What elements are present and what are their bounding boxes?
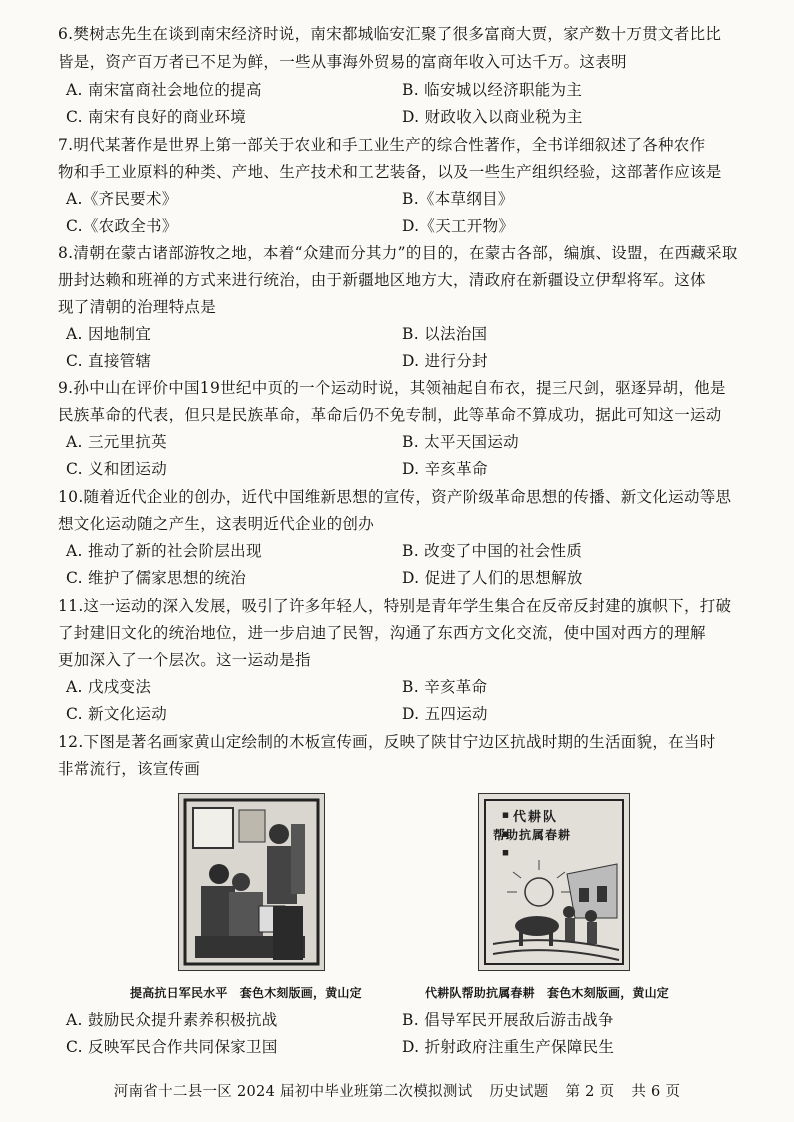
question-10-line-1: 10.随着近代企业的创办，近代中国维新思想的宣传，资产阶级革命思想的传播、新文化运动等思 [58,488,732,506]
woodcut-right-title-1: 代耕队 [513,810,559,825]
question-8-option-c: C. 直接管辖 [66,352,152,370]
question-9-line-1: 9.孙中山在评价中国19世纪中页的一个运动时说，其领袖起自布衣，提三尺剑，驱逐异胡，他是 [58,379,726,397]
question-12-option-d: D. 折射政府注重生产保障民生 [402,1038,615,1056]
question-6-option-c: C. 南宋有良好的商业环境 [66,108,247,126]
question-9-option-a: A. 三元里抗英 [66,433,167,451]
question-7-option-c: C.《农政全书》 [66,217,178,235]
woodcut-left-image [178,793,325,971]
question-11-option-c: C. 新文化运动 [66,705,168,723]
question-11-line-3: 更加深入了一个层次。这一运动是指 [58,651,311,669]
question-12-option-a: A. 鼓励民众提升素养积极抗战 [66,1011,278,1029]
question-8-option-b: B. 以法治国 [402,325,488,343]
question-7-option-b: B.《本草纲目》 [402,190,514,208]
question-9-line-2: 民族革命的代表，但只是民族革命，革命后仍不免专制，此等革命不算成功，据此可知这一运动 [58,406,722,424]
question-10-option-b: B. 改变了中国的社会性质 [402,542,583,560]
question-8-option-d: D. 进行分封 [402,352,488,370]
woodcut-right-small-text: ▪ ▪ ▪ [499,808,512,860]
question-7-option-a: A.《齐民要术》 [66,190,178,208]
woodcut-right-title-2: 帮助抗属春耕 [493,828,572,842]
question-8-line-1: 8.清朝在蒙古诸部游牧之地，本着“众建而分其力”的目的，在蒙古各部，编旗、设盟，在西藏采取 [58,244,738,262]
question-8-option-a: A. 因地制宜 [66,325,152,343]
question-12-line-2: 非常流行，该宣传画 [58,760,201,778]
footer-subject: 历史试题 [489,1084,549,1100]
page-footer [0,1080,794,1101]
question-12-option-c: C. 反映军民合作共同保家卫国 [66,1038,278,1056]
question-7-line-1: 7.明代某著作是世界上第一部关于农业和手工业生产的综合性著作，全书详细叙述了各种农作 [58,136,706,154]
question-11-option-b: B. 辛亥革命 [402,678,488,696]
question-6-line-2: 皆是，资产百万者已不足为鲜，一些从事海外贸易的富商年收入可达千万。这表明 [58,53,627,71]
question-6-option-d: D. 财政收入以商业税为主 [402,108,583,126]
woodcut-left-caption: 提高抗日军民水平 套色木刻版画，黄山定 [130,986,362,1000]
question-12-line-1: 12.下图是著名画家黄山定绘制的木板宣传画，反映了陕甘宁边区抗战时期的生活面貌，在当时 [58,733,716,751]
question-8-line-2: 册封达赖和班禅的方式来进行统治，由于新疆地区地方大，清政府在新疆设立伊犁将军。这体 [58,271,706,289]
footer-exam-title: 河南省十二县一区 2024 届初中毕业班第二次模拟测试 [113,1084,473,1100]
question-8-line-3: 现了清朝的治理特点是 [58,298,217,316]
question-6-option-b: B. 临安城以经济职能为主 [402,81,583,99]
question-10-option-d: D. 促进了人们的思想解放 [402,569,583,587]
question-11-option-a: A. 戊戌变法 [66,678,152,696]
question-6-line-1: 6.樊树志先生在谈到南宋经济时说，南宋都城临安汇聚了很多富商大贾，家产数十万贯文者比比 [58,25,722,43]
woodcut-left-illustration [179,794,324,970]
question-6-option-a: A. 南宋富商社会地位的提高 [66,81,262,99]
question-7-line-2: 物和手工业原料的种类、产地、生产技术和工艺装备，以及一些生产组织经验，这部著作应该是 [58,163,722,181]
question-11-option-d: D. 五四运动 [402,705,488,723]
woodcut-right-caption: 代耕队帮助抗属春耕 套色木刻版画，黄山定 [425,986,670,1000]
question-10-line-2: 想文化运动随之产生，这表明近代企业的创办 [58,515,375,533]
woodcut-right-image [478,793,630,971]
question-9-option-d: D. 辛亥革命 [402,460,488,478]
footer-page-number: 第 2 页 [565,1084,615,1100]
question-12-option-b: B. 倡导军民开展敌后游击战争 [402,1011,614,1029]
question-10-option-c: C. 维护了儒家思想的统治 [66,569,247,587]
footer-page-total: 共 6 页 [631,1084,681,1100]
question-9-option-b: B. 太平天国运动 [402,433,519,451]
question-11-line-2: 了封建旧文化的统治地位，进一步启迪了民智，沟通了东西方文化交流，使中国对西方的理解 [58,624,706,642]
question-10-option-a: A. 推动了新的社会阶层出现 [66,542,262,560]
question-9-option-c: C. 义和团运动 [66,460,168,478]
question-7-option-d: D.《天工开物》 [402,217,515,235]
question-11-line-1: 11.这一运动的深入发展，吸引了许多年轻人，特别是青年学生集合在反帝反封建的旗帜下，打破 [58,597,732,615]
